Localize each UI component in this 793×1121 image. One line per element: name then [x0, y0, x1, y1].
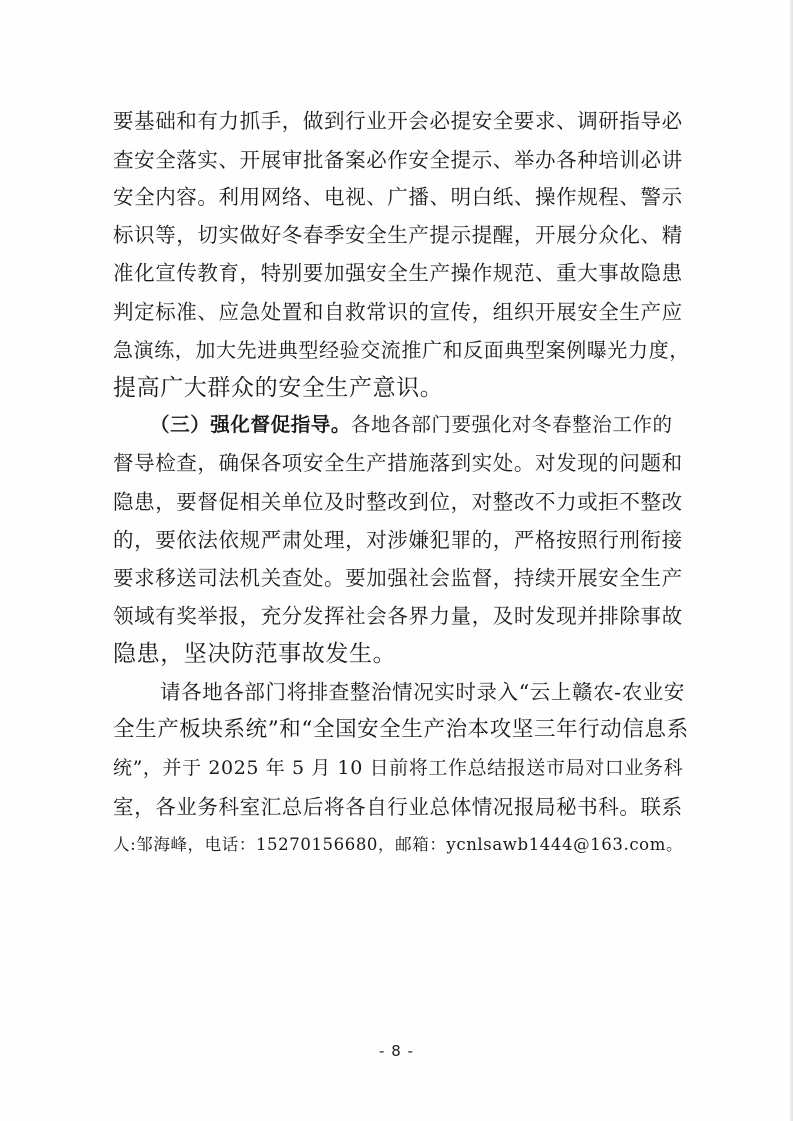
page-number: - 8 - — [379, 1042, 414, 1060]
contact-line: 人:邹海峰，电话：15270156680，邮箱：ycnlsawb1444@163.com。 — [113, 835, 684, 854]
paragraph-line: 要基础和有力抓手，做到行业开会必提安全要求、调研指导必 — [113, 109, 683, 133]
paragraph-line: 急演练，加大先进典型经验交流推广和反面典型案例曝光力度， — [113, 338, 690, 362]
section-heading-line — [150, 405, 683, 445]
paragraph-line: 判定标准、应急处置和自救常识的宣传，组织开展安全生产应 — [113, 300, 683, 324]
section-heading-text: 各地各部门要强化对冬春整治工作的 — [351, 413, 673, 436]
paragraph-line: 提高广大群众的安全生产意识。 — [113, 375, 444, 401]
paragraph-line: 安全内容。利用网络、电视、广播、明白纸、操作规程、警示 — [113, 185, 683, 209]
paragraph-line: 要求移送司法机关查处。要加强社会监督，持续开展安全生产 — [113, 566, 683, 590]
paragraph-line: 督导检查，确保各项安全生产措施落到实处。对发现的问题和 — [113, 451, 683, 475]
paragraph-line: 标识等，切实做好冬春季安全生产提示提醒，开展分众化、精 — [113, 223, 683, 247]
paragraph-line: 隐患，要督促相关单位及时整改到位，对整改不力或拒不整改 — [113, 490, 683, 514]
paragraph-line: 查安全落实、开展审批备案必作安全提示、举办各种培训必讲 — [113, 148, 683, 172]
paragraph-line: 隐患，坚决防范事故发生。 — [113, 641, 397, 667]
paragraph-line: 准化宣传教育，特别要加强安全生产操作规范、重大事故隐患 — [113, 261, 683, 285]
paragraph-line: 领域有奖举报，充分发挥社会各界力量，及时发现并排除事故 — [113, 604, 683, 628]
paragraph-line: 室，各业务科室汇总后将各自行业总体情况报局秘书科。联系 — [113, 795, 683, 819]
section-heading: （三）强化督促指导。 — [150, 413, 352, 436]
paragraph-line: 统”，并于 2025 年 5 月 10 日前将工作总结报送市局对口业务科 — [113, 757, 684, 779]
paragraph-line: 全生产板块系统”和“全国安全生产治本攻坚三年行动信息系 — [113, 717, 689, 742]
paragraph-line: 请各地各部门将排查整治情况实时录入“云上赣农-农业安 — [160, 680, 686, 704]
paragraph-line: 的，要依法依规严肃处理，对涉嫌犯罪的，严格按照行刑衔接 — [113, 528, 683, 552]
